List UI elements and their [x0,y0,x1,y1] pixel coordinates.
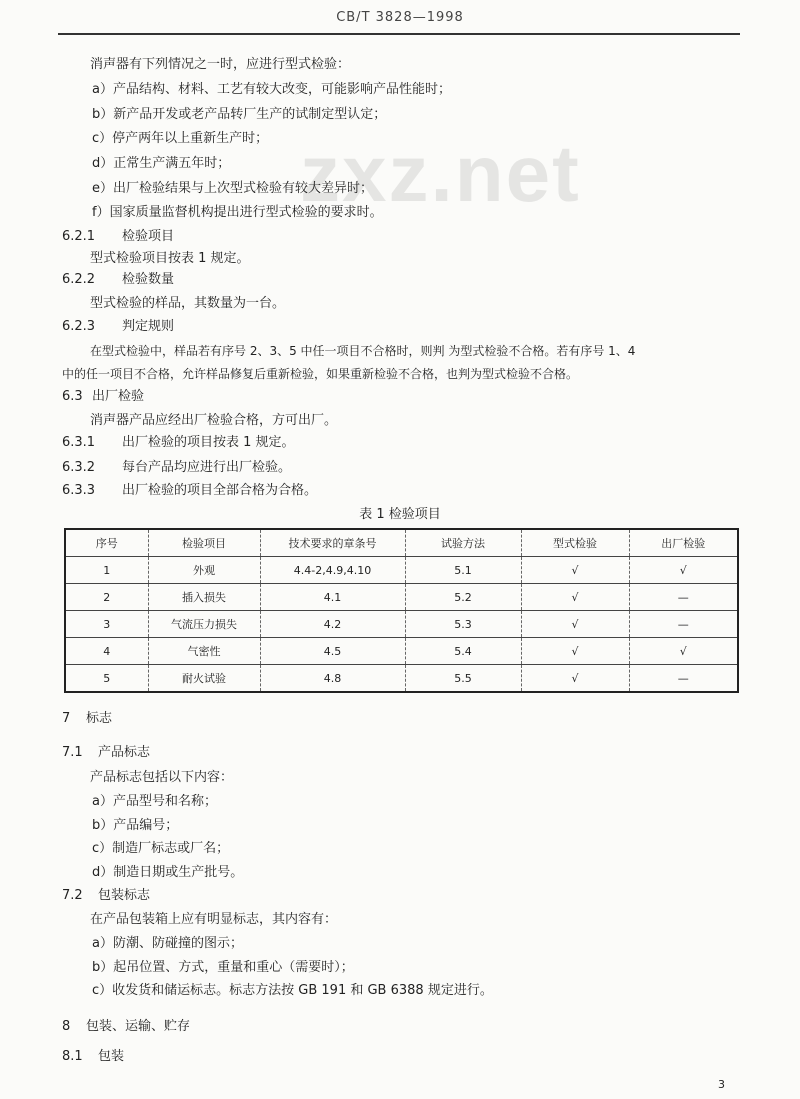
table-cell: 4 [65,638,148,665]
table-cell: √ [521,611,629,638]
section-number: 6.3.1 [62,435,96,450]
table-header-cell: 检验项目 [148,529,260,557]
table-cell: 5.2 [405,584,521,611]
table-cell: — [629,665,738,693]
condition-f: f）国家质量监督机构提出进行型式检验的要求时。 [92,205,383,220]
section-body: 出厂检验的项目按表 1 规定。 [122,435,295,450]
section-6-2-2-heading [62,272,174,288]
section-7-2-intro: 在产品包装箱上应有明显标志，其内容有： [90,912,338,927]
table-cell: 5 [65,665,148,693]
section-title: 包装 [98,1049,125,1064]
table-cell: 气密性 [148,638,260,665]
header-code: CB/T 3828—1998 [336,10,464,25]
section-6-2-1-heading [62,229,174,245]
product-mark-item-b: b）产品编号； [92,818,179,833]
table-cell: 5.1 [405,557,521,584]
table-cell: 2 [65,584,148,611]
section-body: 每台产品均应进行出厂检验。 [122,460,292,475]
section-title: 检验数量 [122,272,175,287]
section-6-3-1 [62,435,295,451]
section-6-2-3-body-1: 在型式检验中，样品若有序号 2、3、5 中任一项目不合格时，则判 为型式检验不合格。若有序号 1、4 [90,344,636,358]
section-number: 6.3 [62,389,83,404]
section-number: 8 [62,1019,71,1034]
condition-d: d）正常生产满五年时； [92,156,231,171]
section-8-heading [62,1019,190,1035]
table-row [65,557,738,584]
package-mark-item-a: a）防潮、防碰撞的图示； [92,936,243,951]
table-row [65,665,738,693]
table-header-row [65,529,738,557]
section-6-3-heading [62,389,144,405]
watermark: zxz.net [300,129,581,218]
section-6-3-2 [62,460,291,476]
table-cell: 外观 [148,557,260,584]
page-number: 3 [718,1078,725,1091]
section-6-2-3-heading [62,319,174,335]
table-cell: 5.4 [405,638,521,665]
table-header-cell: 试验方法 [405,529,521,557]
table-caption: 表 1 检验项目 [359,507,441,522]
table-cell: 气流压力损失 [148,611,260,638]
product-mark-item-d: d）制造日期或生产批号。 [92,865,244,880]
table-cell: √ [521,557,629,584]
table-cell: √ [521,584,629,611]
table-cell: 3 [65,611,148,638]
table-cell: √ [521,638,629,665]
section-7-2-heading [62,888,150,904]
condition-e: e）出厂检验结果与上次型式检验有较大差异时； [92,181,373,196]
section-number: 7 [62,711,71,726]
table-cell: 4.4-2,4.9,4.10 [260,557,405,584]
table-cell: — [629,584,738,611]
section-6-3-3 [62,483,317,499]
section-title: 检验项目 [122,229,175,244]
package-mark-item-b: b）起吊位置、方式，重量和重心（需要时）； [92,960,354,975]
product-mark-item-a: a）产品型号和名称； [92,794,217,809]
condition-a: a）产品结构、材料、工艺有较大改变，可能影响产品性能时； [92,82,451,97]
condition-b: b）新产品开发或老产品转厂生产的试制定型认定； [92,107,387,122]
section-6-2-1-body: 型式检验项目按表 1 规定。 [90,251,250,266]
inspection-table [64,528,739,693]
section-title: 包装、运输、贮存 [86,1019,191,1034]
section-title: 出厂检验 [92,389,145,404]
table-cell: 1 [65,557,148,584]
section-6-2-3-body-2: 中的任一项目不合格，允许样品修复后重新检验，如果重新检验不合格，也判为型式检验不合格。 [62,367,579,381]
table-cell: 5.5 [405,665,521,693]
table-cell: 耐火试验 [148,665,260,693]
table-cell: 4.1 [260,584,405,611]
section-7-1-intro: 产品标志包括以下内容： [90,770,234,785]
section-number: 6.2.2 [62,272,96,287]
table-cell: √ [521,665,629,693]
section-title: 包装标志 [98,888,151,903]
table-row [65,611,738,638]
condition-c: c）停产两年以上重新生产时； [92,131,269,146]
section-number: 6.2.1 [62,229,96,244]
section-6-2-2-body: 型式检验的样品，其数量为一台。 [90,296,286,311]
product-mark-item-c: c）制造厂标志或厂名； [92,841,230,856]
section-title: 判定规则 [122,319,175,334]
table-cell: 4.8 [260,665,405,693]
table-cell: — [629,611,738,638]
section-title: 产品标志 [98,745,151,760]
section-number: 6.3.2 [62,460,96,475]
table-header-cell: 出厂检验 [629,529,738,557]
section-number: 6.3.3 [62,483,96,498]
table-row [65,638,738,665]
section-body: 出厂检验的项目全部合格为合格。 [122,483,318,498]
package-mark-item-c: c）收发货和储运标志。标志方法按 GB 191 和 GB 6388 规定进行。 [92,983,493,998]
table-header-cell: 序号 [65,529,148,557]
section-title: 标志 [86,711,113,726]
section-8-1-heading [62,1049,124,1065]
section-number: 7.2 [62,888,83,903]
table-cell: 5.3 [405,611,521,638]
table-cell: √ [629,557,738,584]
section-number: 8.1 [62,1049,83,1064]
table-cell: √ [629,638,738,665]
table-cell: 4.2 [260,611,405,638]
table-header-cell: 型式检验 [521,529,629,557]
header-rule [58,33,740,35]
table-header-cell: 技术要求的章条号 [260,529,405,557]
section-number: 6.2.3 [62,319,96,334]
section-number: 7.1 [62,745,83,760]
section-7-heading [62,711,112,727]
table-cell: 4.5 [260,638,405,665]
table-cell: 插入损失 [148,584,260,611]
table-row [65,584,738,611]
section-6-3-body: 消声器产品应经出厂检验合格，方可出厂。 [90,413,338,428]
section-7-1-heading [62,745,150,761]
type-test-intro: 消声器有下列情况之一时，应进行型式检验： [90,57,351,72]
